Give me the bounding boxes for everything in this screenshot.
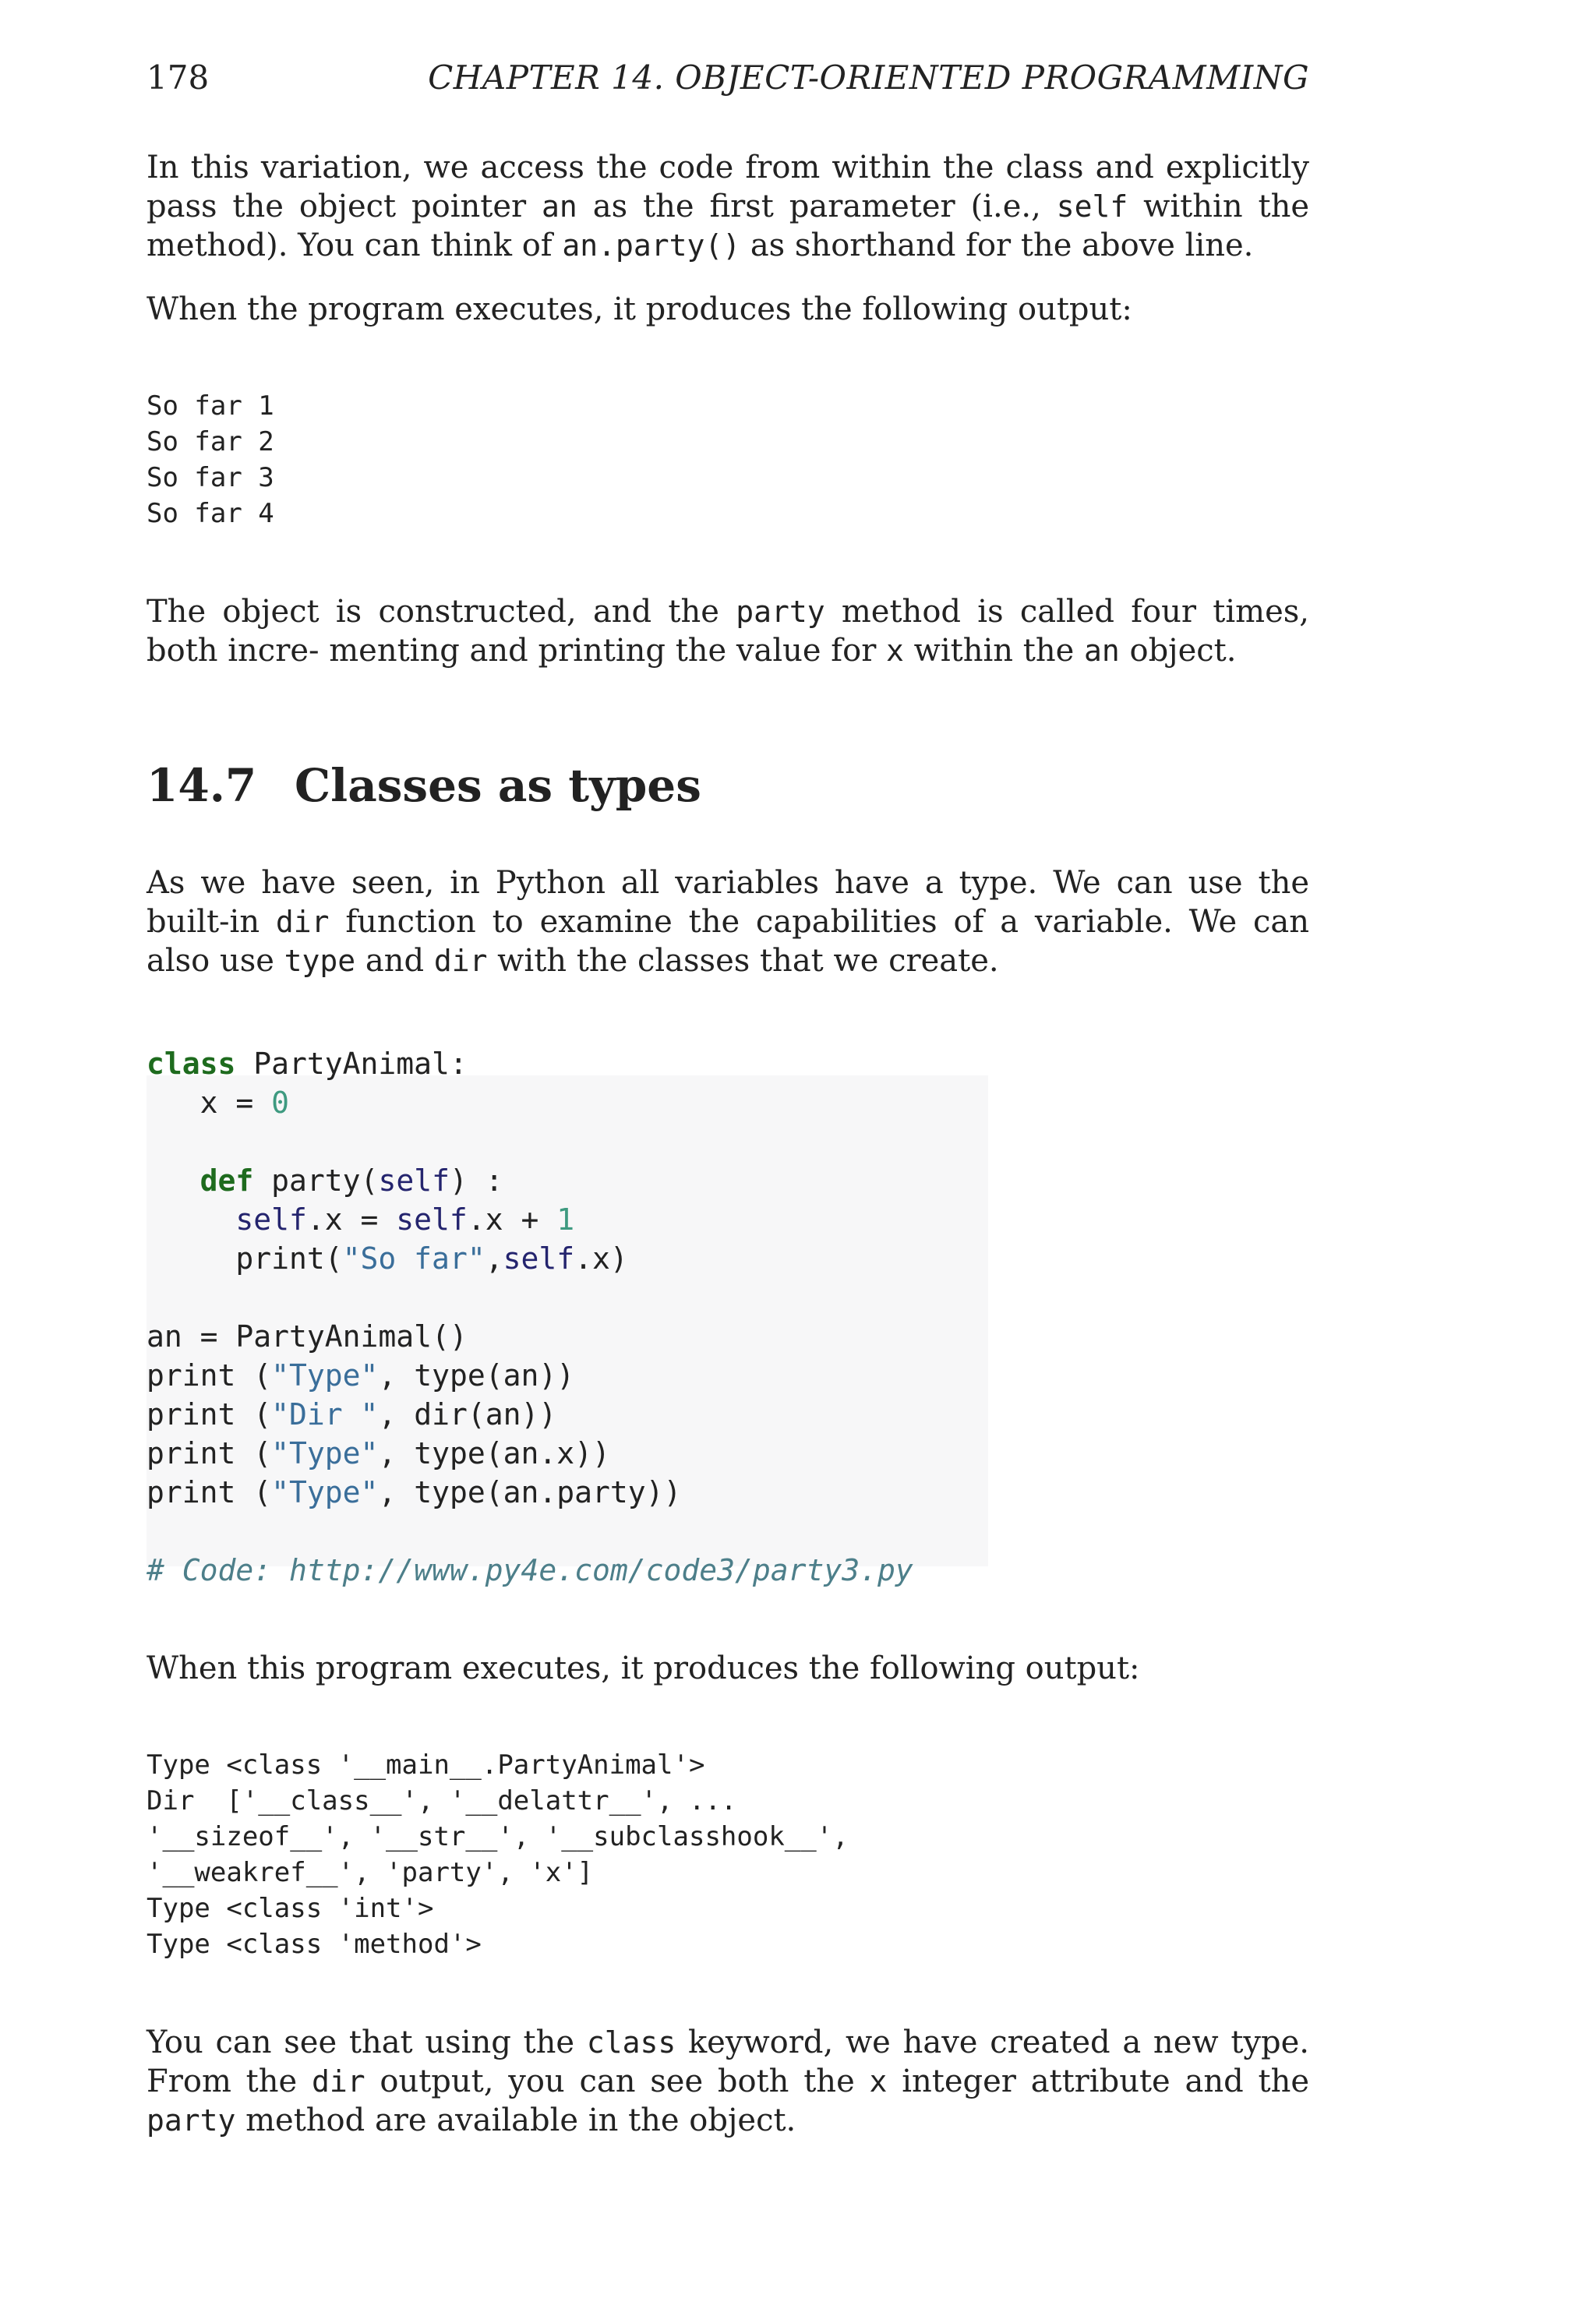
inline-code: x	[886, 634, 904, 668]
closing-paragraph	[147, 2023, 1309, 2140]
code-token: self	[235, 1202, 307, 1237]
output-line: So far 3	[147, 462, 274, 493]
code-line	[147, 1473, 681, 1512]
prose-text: function to examine the capabilities of a variable. We can also use	[147, 904, 1309, 979]
prose-text: within the	[903, 633, 1084, 669]
code-line	[147, 1434, 610, 1473]
intro-paragraph	[147, 148, 1309, 265]
prose-text: as shorthand for the above line.	[740, 228, 1254, 263]
inline-code: an	[542, 189, 577, 224]
code-token: "So far"	[342, 1241, 486, 1276]
inline-code: an.party()	[562, 228, 741, 263]
code-comment: # Code: http://www.py4e.com/code3/party3.py	[147, 1553, 913, 1587]
output-intro-paragraph	[147, 290, 1309, 329]
output-line: Type <class '__main__.PartyAnimal'>	[147, 1749, 705, 1781]
code-token: print (	[147, 1436, 272, 1470]
inline-code: self	[1056, 189, 1128, 224]
code-token: print (	[147, 1475, 272, 1509]
section-number: 14.7	[147, 759, 257, 812]
code-token: print (	[147, 1358, 272, 1393]
prose-text: keyword, we have created a new type. From the	[147, 2025, 1310, 2099]
prose-text: When this program executes, it produces the following output:	[147, 1651, 1140, 1686]
output-block-2	[147, 1747, 849, 1962]
code-token: PartyAnimal:	[235, 1047, 468, 1081]
output2-intro-paragraph	[147, 1649, 1309, 1688]
code-line	[147, 1161, 503, 1200]
code-token: party(	[253, 1163, 379, 1198]
code-token: "Type"	[271, 1358, 379, 1393]
prose-text: object.	[1119, 633, 1237, 669]
inline-code: party	[147, 2103, 236, 2138]
code-token: "Type"	[271, 1436, 379, 1470]
code-line	[147, 1356, 574, 1395]
output-line: Type <class 'method'>	[147, 1929, 482, 1960]
code-token: 1	[556, 1202, 575, 1237]
code-line	[147, 1239, 628, 1278]
output-line: '__sizeof__', '__str__', '__subclasshook__',	[147, 1821, 849, 1852]
output-line: So far 2	[147, 426, 274, 457]
inline-code: dir	[311, 2064, 365, 2099]
output-line: So far 4	[147, 498, 274, 529]
code-token: .x =	[306, 1202, 397, 1237]
inline-code: x	[869, 2064, 888, 2099]
code-token: ) :	[449, 1163, 503, 1198]
code-token: , type(an.x))	[378, 1436, 610, 1470]
code-token: "Type"	[271, 1475, 379, 1509]
running-head: CHAPTER 14. OBJECT-ORIENTED PROGRAMMING	[428, 58, 1309, 97]
code-token: self	[503, 1241, 575, 1276]
code-token: print (	[147, 1397, 272, 1432]
code-token: x =	[147, 1086, 272, 1120]
prose-text: method are available in the object.	[235, 2102, 796, 2138]
prose-text: integer attribute and the	[887, 2064, 1310, 2099]
inline-code: type	[284, 944, 356, 978]
code-line	[147, 1551, 913, 1590]
section-intro-paragraph	[147, 863, 1309, 980]
code-token: an = PartyAnimal()	[147, 1319, 468, 1354]
prose-text: When the program executes, it produces the following output:	[147, 291, 1132, 327]
prose-text: as the first parameter (i.e.,	[577, 189, 1057, 224]
prose-text: output, you can see both the	[365, 2064, 870, 2099]
explanation-paragraph	[147, 592, 1309, 670]
output-line: Type <class 'int'>	[147, 1893, 434, 1924]
code-line	[147, 1200, 574, 1239]
prose-text: As we have seen, in Python all variables have a type. We can use the built-in	[147, 865, 1309, 940]
inline-code: class	[586, 2025, 676, 2060]
inline-code: an	[1084, 634, 1120, 668]
output-line: '__weakref__', 'party', 'x']	[147, 1857, 594, 1888]
prose-text: The object is constructed, and the	[147, 594, 736, 630]
prose-text: and	[355, 943, 434, 979]
code-token: class	[147, 1047, 236, 1081]
code-token: self	[378, 1163, 450, 1198]
code-token: def	[200, 1163, 254, 1198]
section-title: Classes as types	[295, 759, 701, 812]
page-header	[147, 55, 1309, 101]
output-line: Dir ['__class__', '__delattr__', ...	[147, 1785, 737, 1816]
code-line	[147, 1083, 289, 1122]
code-token: ,	[485, 1241, 503, 1276]
code-line	[147, 1044, 468, 1083]
code-token: .x +	[467, 1202, 557, 1237]
prose-text: method is called four times, both incre- menting and printing the value for	[147, 594, 1309, 669]
prose-text: In this variation, we access the code from within the class and explicitly pass the object pointer	[147, 150, 1309, 224]
code-token: 0	[271, 1086, 290, 1120]
code-listing	[147, 1044, 1309, 1831]
code-token: .x)	[574, 1241, 628, 1276]
code-token: print(	[147, 1241, 343, 1276]
code-token	[147, 1163, 200, 1198]
code-token: , type(an.party))	[378, 1475, 682, 1509]
inline-code: dir	[433, 944, 488, 978]
prose-text: You can see that using the	[147, 2025, 587, 2060]
code-line	[147, 1317, 468, 1356]
prose-text: within the method). You can think of	[147, 189, 1309, 263]
page-number: 178	[147, 58, 210, 97]
code-token: "Dir "	[271, 1397, 379, 1432]
code-line	[147, 1395, 556, 1434]
code-token	[147, 1202, 235, 1237]
output-line: So far 1	[147, 390, 274, 422]
code-token: self	[396, 1202, 468, 1237]
inline-code: dir	[275, 905, 330, 939]
code-token: , type(an))	[378, 1358, 575, 1393]
inline-code: party	[736, 595, 825, 629]
prose-text: with the classes that we create.	[487, 943, 999, 979]
code-token: , dir(an))	[378, 1397, 557, 1432]
output-block-1	[147, 388, 274, 531]
section-heading	[147, 754, 701, 817]
